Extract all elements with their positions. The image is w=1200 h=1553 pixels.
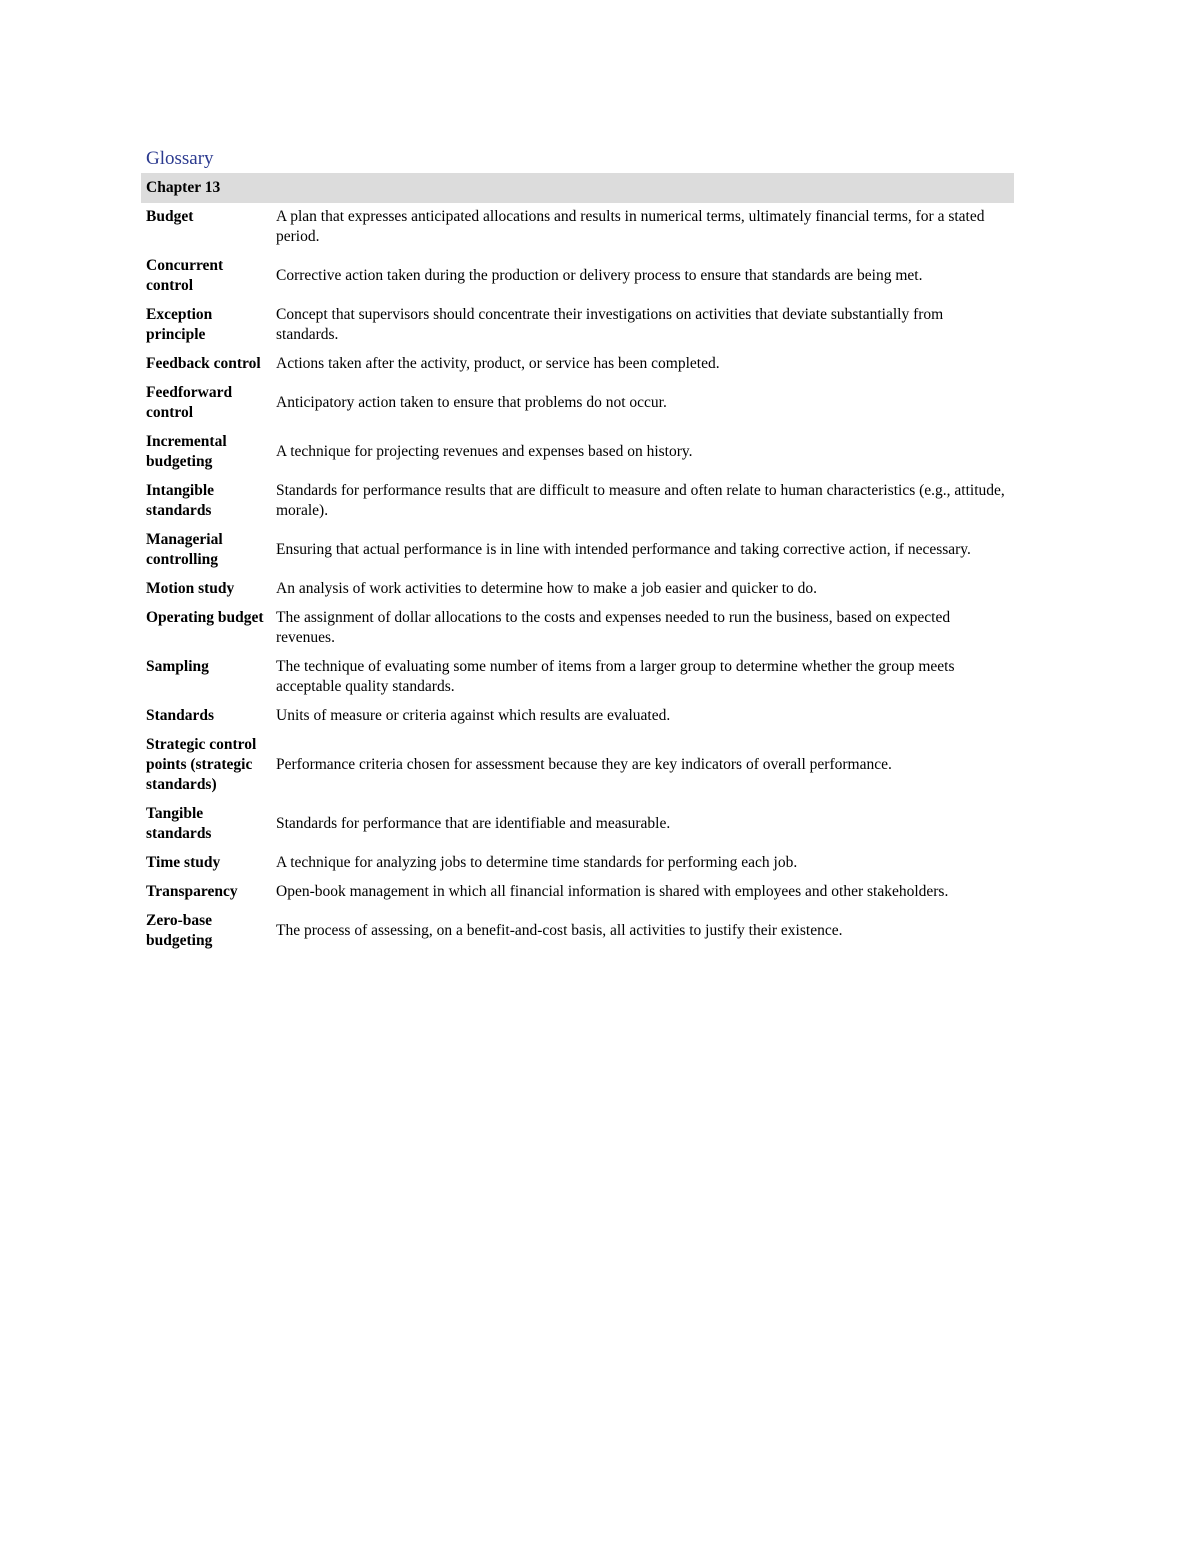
glossary-definition: Corrective action taken during the production or delivery process to ensure that standards are being met.	[276, 267, 923, 284]
chapter-header-row	[141, 173, 1014, 203]
glossary-definition: Actions taken after the activity, product, or service has been completed.	[276, 355, 720, 372]
glossary-term: Intangible standards	[146, 482, 215, 519]
glossary-term: Time study	[146, 854, 221, 871]
glossary-term: Transparency	[146, 883, 238, 900]
glossary-definition: Performance criteria chosen for assessment because they are key indicators of overall performance.	[276, 756, 892, 773]
glossary-page	[141, 144, 1014, 956]
glossary-row	[141, 252, 1014, 301]
glossary-row	[141, 428, 1014, 477]
glossary-definition: A technique for analyzing jobs to determine time standards for performing each job.	[276, 854, 798, 871]
glossary-term: Tangible standards	[146, 805, 212, 842]
glossary-term: Budget	[146, 208, 194, 225]
glossary-term: Feedforward control	[146, 384, 233, 421]
glossary-row	[141, 878, 1014, 907]
glossary-definition: Anticipatory action taken to ensure that problems do not occur.	[276, 394, 667, 411]
glossary-term: Motion study	[146, 580, 235, 597]
glossary-row	[141, 477, 1014, 526]
glossary-row	[141, 350, 1014, 379]
glossary-row	[141, 731, 1014, 800]
glossary-term: Feedback control	[146, 355, 261, 372]
glossary-term: Strategic control points (strategic standards)	[146, 736, 257, 793]
glossary-definition: Units of measure or criteria against which results are evaluated.	[276, 707, 671, 724]
glossary-definition: The technique of evaluating some number of items from a larger group to determine whether the group meets acceptable quality standards.	[276, 658, 955, 695]
glossary-term: Operating budget	[146, 609, 264, 626]
glossary-definition: Concept that supervisors should concentrate their investigations on activities that deviate substantially from standards.	[276, 306, 944, 343]
page-title: Glossary	[146, 148, 214, 169]
glossary-definition: Ensuring that actual performance is in line with intended performance and taking corrective action, if necessary.	[276, 541, 971, 558]
glossary-definition: Open-book management in which all financial information is shared with employees and other stakeholders.	[276, 883, 949, 900]
glossary-row	[141, 203, 1014, 252]
glossary-definition: A plan that expresses anticipated allocations and results in numerical terms, ultimately financial terms, for a stated period.	[276, 208, 985, 245]
glossary-definition: The assignment of dollar allocations to the costs and expenses needed to run the business, based on expected revenues.	[276, 609, 951, 646]
chapter-heading: Chapter 13	[141, 173, 1014, 203]
glossary-term: Standards	[146, 707, 215, 724]
glossary-row	[141, 526, 1014, 575]
glossary-definition: An analysis of work activities to determine how to make a job easier and quicker to do.	[276, 580, 818, 597]
glossary-term: Exception principle	[146, 306, 213, 343]
glossary-definition: A technique for projecting revenues and expenses based on history.	[276, 443, 693, 460]
glossary-definition: The process of assessing, on a benefit-and-cost basis, all activities to justify their existence.	[276, 922, 843, 939]
glossary-row	[141, 907, 1014, 956]
glossary-row	[141, 604, 1014, 653]
glossary-row	[141, 379, 1014, 428]
glossary-row	[141, 800, 1014, 849]
glossary-term: Managerial controlling	[146, 531, 223, 568]
glossary-term: Incremental budgeting	[146, 433, 227, 470]
glossary-definition: Standards for performance results that are difficult to measure and often relate to human characteristics (e.g., attitude, morale).	[276, 482, 1005, 519]
glossary-row	[141, 702, 1014, 731]
glossary-term: Concurrent control	[146, 257, 224, 294]
glossary-row	[141, 653, 1014, 702]
glossary-row	[141, 575, 1014, 604]
glossary-definition: Standards for performance that are identifiable and measurable.	[276, 815, 671, 832]
glossary-table	[141, 173, 1014, 956]
glossary-row	[141, 849, 1014, 878]
glossary-row	[141, 301, 1014, 350]
glossary-term: Sampling	[146, 658, 209, 675]
glossary-term: Zero-base budgeting	[146, 912, 213, 949]
